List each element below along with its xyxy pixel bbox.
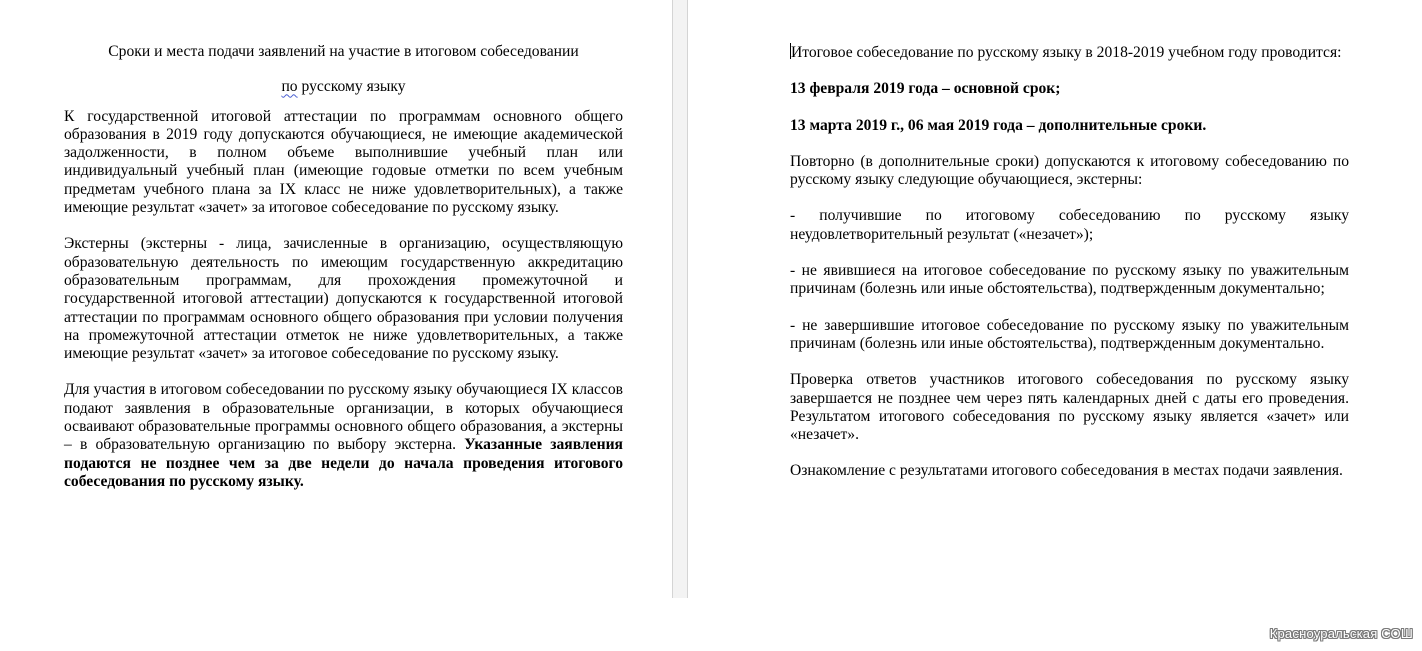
school-watermark: Красноуральская СОШ (1269, 626, 1413, 641)
results-paragraph: Ознакомление с результатами итогового собеседования в местах подачи заявления. (790, 462, 1343, 480)
right-page-content (790, 43, 1349, 481)
list-item-not-finished: - не завершившие итоговое собеседование по русскому языку по уважительным причинам (болезнь или иные обстоятельства), подтвержденным документально. (790, 316, 1349, 352)
left-page-content (64, 43, 623, 491)
application-deadline-bold: Указанные заявления подаются не позднее чем за две недели до начала проведения итогового собеседования по русскому языку. (64, 436, 623, 490)
title-line-2-rest: русскому языку (297, 78, 406, 96)
application-paragraph-text: Для участия в итоговом собеседовании по русскому языку обучающиеся IX классов подают заявления в образовательные организации, в которых обучающиеся осваивают образовательные программы основного общего образования, а экстерны – в образовательную организацию по выбору экстерна. (64, 381, 623, 454)
schedule-intro-text: Итоговое собеседование по русскому языку в 2018-2019 учебном году проводится: (791, 44, 1342, 61)
main-date-paragraph: 13 февраля 2019 года – основной срок; (790, 80, 1061, 98)
list-item-absent: - не явившиеся на итоговое собеседование по русскому языку по уважительным причинам (болезнь или иные обстоятельства), подтвержденным документально; (790, 262, 1349, 298)
document-title-line-1: Сроки и места подачи заявлений на участие в итоговом собеседовании (108, 43, 579, 60)
admission-paragraph: К государственной итоговой аттестации по программам основного общего образования в 2019 году допускаются обучающиеся, не имеющие академической задолженности, в полном объеме выполнившие учебный план или индивидуальный учебный план (имеющие годовые отметки по всем учебным предметам учебного плана за IX класс не ниже удовлетворительных), а также имеющие результат «зачет» за итоговое собеседование по русскому языку. (64, 107, 623, 217)
checking-paragraph: Проверка ответов участников итогового собеседования по русскому языку завершается не позднее чем через пять календарных дней с даты его проведения. Результатом итогового собеседования по русскому языку является «зачет» или «незачет». (790, 371, 1349, 444)
extra-dates-paragraph: 13 марта 2019 г., 06 мая 2019 года – дополнительные сроки. (790, 116, 1207, 134)
list-item-failed: - получившие по итоговому собеседованию по русскому языку неудовлетворительный результат («незачет»); (790, 207, 1349, 243)
page-gutter-divider (672, 0, 688, 598)
application-paragraph (64, 381, 623, 491)
schedule-intro-paragraph (790, 43, 1349, 62)
externs-paragraph: Экстерны (экстерны - лица, зачисленные в организацию, осуществляющую образовательную деятельность по имеющим государственную аккредитацию образовательным программам, для прохождения промежуточной и государственной итоговой аттестации) допускаются к государственной итоговой аттестации по программам основного общего образования при условии получения на промежуточной аттестации отметок не ниже удовлетворительных, а также имеющие результат «зачет» за итоговое собеседование по русскому языку. (64, 235, 623, 363)
spellcheck-underlined-word: по (281, 78, 298, 96)
repeat-admission-paragraph: Повторно (в дополнительные сроки) допускаются к итоговому собеседованию по русскому языку следующие обучающиеся, экстерны: (790, 152, 1349, 189)
document-title-line-2 (64, 78, 623, 96)
